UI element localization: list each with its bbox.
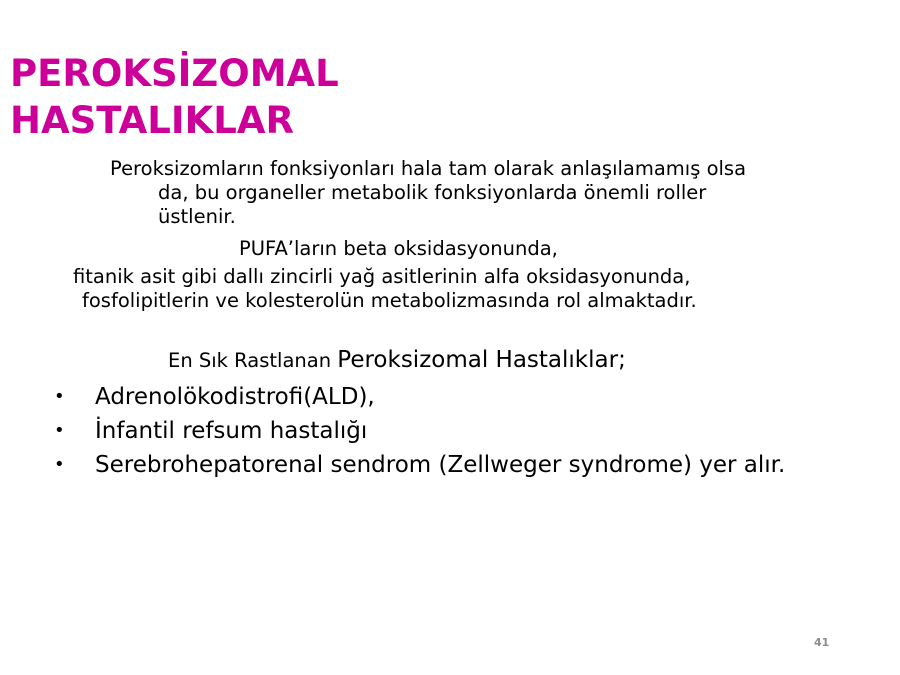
disease-list-heading bbox=[168, 347, 626, 373]
bullet-icon: • bbox=[54, 386, 65, 407]
bullet-icon: • bbox=[54, 420, 65, 441]
pufa-line: PUFA’ların beta oksidasyonunda, bbox=[239, 237, 558, 260]
list-item bbox=[50, 380, 785, 414]
list-item bbox=[50, 414, 785, 448]
intro-line-2: da, bu organeller metabolik fonksiyonlarda önemli roller bbox=[158, 181, 707, 204]
intro-paragraph bbox=[110, 157, 855, 229]
disease-list-heading-prefix: En Sık Rastlanan bbox=[168, 349, 338, 372]
intro-line-3: üstlenir. bbox=[158, 205, 236, 228]
slide-title bbox=[10, 50, 610, 144]
list-item-text: İnfantil refsum hastalığı bbox=[95, 418, 368, 444]
disease-list bbox=[50, 380, 785, 482]
list-item bbox=[50, 448, 785, 482]
list-item-text: Adrenolökodistrofi(ALD), bbox=[95, 384, 375, 410]
slide-title-line-2: HASTALIKLAR bbox=[10, 99, 294, 142]
page-number: 41 bbox=[814, 636, 830, 649]
disease-list-heading-main: Peroksizomal Hastalıklar; bbox=[337, 347, 626, 373]
intro-line-1: Peroksizomların fonksiyonları hala tam olarak anlaşılamamış olsa bbox=[110, 157, 747, 180]
bullet-icon: • bbox=[54, 454, 65, 475]
list-item-text: Serebrohepatorenal sendrom (Zellweger syndrome) yer alır. bbox=[95, 452, 786, 478]
slide-title-line-1: PEROKSİZOMAL bbox=[10, 52, 339, 95]
fosfolipit-line: fosfolipitlerin ve kolesterolün metabolizmasında rol almaktadır. bbox=[82, 289, 697, 312]
fitanik-line: fitanik asit gibi dallı zincirli yağ asitlerinin alfa oksidasyonunda, bbox=[73, 265, 691, 288]
